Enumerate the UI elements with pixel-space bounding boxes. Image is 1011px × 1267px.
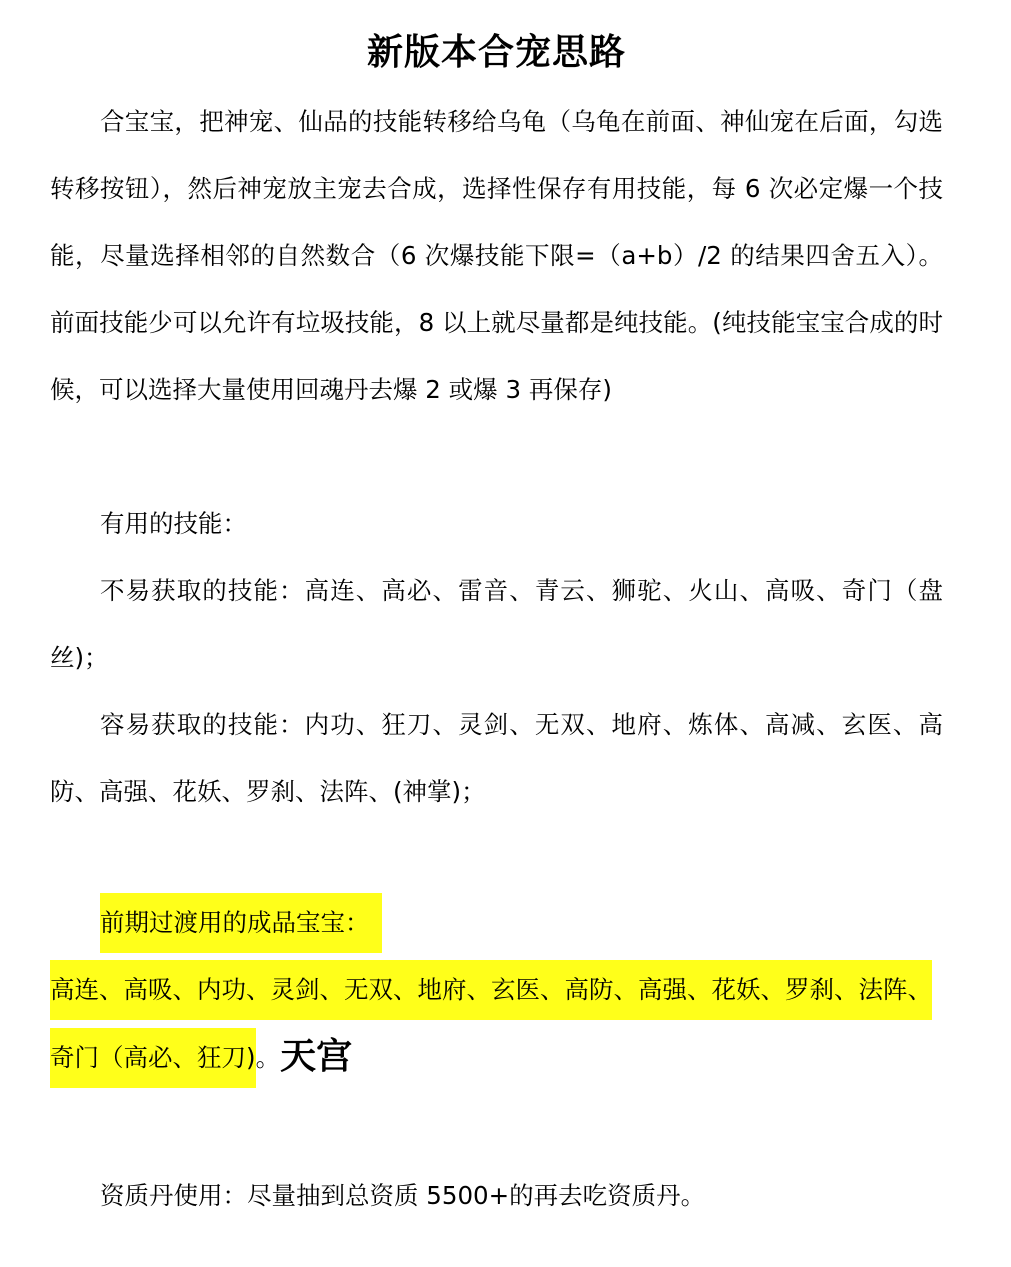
easy-skills-paragraph: 容易获取的技能：内功、狂刀、灵剑、无双、地府、炼体、高减、玄医、高防、高强、花妖、罗刹、法阵、(神掌)；	[50, 710, 943, 806]
transition-heading: 前期过渡用的成品宝宝：	[100, 893, 382, 953]
transition-period: 。	[255, 1043, 281, 1072]
transition-line-1	[50, 956, 943, 1023]
transition-line-2	[50, 1023, 943, 1091]
intro-paragraph: 合宝宝，把神宠、仙品的技能转移给乌龟（乌龟在前面、神仙宠在后面，勾选转移按钮），然后神宠放主宠去合成，选择性保存有用技能，每 6 次必定爆一个技能，尽量选择相邻的自然数合（6 次爆技能下限=（a+b）/2 的结果四舍五入）。前面技能少可以允许有垃圾技能，8 以上就尽量都是纯技能。(纯技能宝宝合成的时候，可以选择大量使用回魂丹去爆 2 或爆 3 再保存)	[50, 107, 943, 404]
hard-skills-paragraph: 不易获取的技能：高连、高必、雷音、青云、狮驼、火山、高吸、奇门（盘丝)；	[50, 576, 943, 672]
transition-list-part-1: 高连、高吸、内功、灵剑、无双、地府、玄医、高防、高强、花妖、罗刹、法阵、	[50, 960, 932, 1020]
aptitude-pill-note: 资质丹使用：尽量抽到总资质 5500+的再去吃资质丹。	[100, 1181, 706, 1210]
transition-list-part-2: 奇门（高必、狂刀)	[50, 1028, 256, 1088]
document-title: 新版本合宠思路	[366, 31, 626, 73]
handwritten-note-tiangong: 天宫	[280, 1036, 353, 1077]
useful-skills-heading: 有用的技能：	[100, 509, 247, 538]
transition-heading-line	[50, 889, 943, 956]
